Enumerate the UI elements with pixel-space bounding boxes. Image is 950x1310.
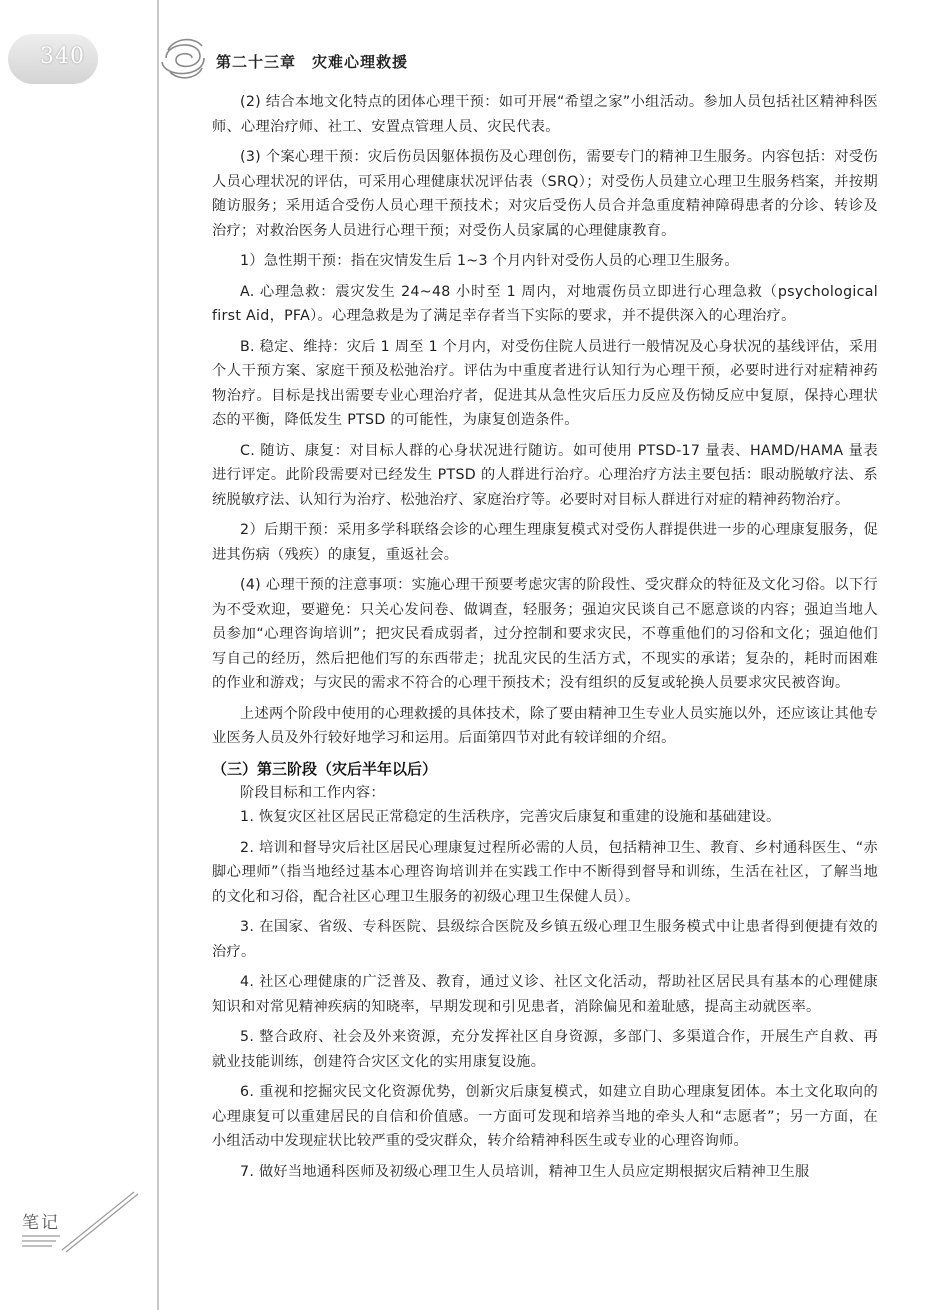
paragraph: B. 稳定、维持：灾后 1 周至 1 个月内，对受伤住院人员进行一般情况及心身状况的基线评估，采用个人干预方案、家庭干预及松弛治疗。评估为中重度者进行认知行为心理干预，必要时进行对症精神药物治疗。目标是找出需要专业心理治疗者，促进其从急性灾后压力反应及伤恸反应中复原，保持心理状态的平衡，降低发生 PTSD 的可能性，为康复创造条件。	[212, 338, 878, 428]
paragraph: (3) 个案心理干预：灾后伤员因躯体损伤及心理创伤，需要专门的精神卫生服务。内容包括：对受伤人员心理状况的评估，可采用心理健康状况评估表（SRQ）；对受伤人员建立心理卫生服务档案，并按期随访服务；采用适合受伤人员心理干预技术；对灾后受伤人员合并急重度精神障碍患者的分诊、转诊及治疗；对救治医务人员进行心理干预；对受伤人员家属的心理健康教育。	[212, 149, 878, 239]
paragraph: 阶段目标和工作内容：	[240, 784, 385, 801]
paragraph: 1）急性期干预：指在灾情发生后 1~3 个月内针对受伤人员的心理卫生服务。	[240, 253, 739, 269]
section-heading: （三）第三阶段（灾后半年以后）	[212, 759, 438, 778]
paragraph: 2）后期干预：采用多学科联络会诊的心理生理康复模式对受伤人群提供进一步的心理康复服务，促进其伤病（残疾）的康复，重返社会。	[212, 522, 878, 563]
chapter-swirl-icon	[160, 28, 206, 88]
chapter-title: 第二十三章 灾难心理救援	[216, 53, 409, 71]
paragraph: (4) 心理干预的注意事项：实施心理干预要考虑灾害的阶段性、受灾群众的特征及文化习俗。以下行为不受欢迎，要避免：只关心发问卷、做调查，轻服务；强迫灾民谈自己不愿意谈的内容；强迫当地人员参加“心理咨询培训”；把灾民看成弱者，过分控制和要求灾民，不尊重他们的习俗和文化；强迫他们写自己的经历，然后把他们写的东西带走；扰乱灾民的生活方式，不现实的承诺；复杂的，耗时而困难的作业和游戏；与灾民的需求不符合的心理干预技术；没有组织的反复或轮换人员要求灾民被咨询。	[212, 577, 878, 691]
paragraph: 上述两个阶段中使用的心理救援的具体技术，除了要由精神卫生专业人员实施以外，还应该让其他专业医务人员及外行较好地学习和运用。后面第四节对此有较详细的介绍。	[212, 705, 878, 746]
list-item: 4. 社区心理健康的广泛普及、教育，通过义诊、社区文化活动，帮助社区居民具有基本的心理健康知识和对常见精神疾病的知晓率，早期发现和引见患者，消除偏见和羞耻感，提高主动就医率。	[212, 974, 878, 1015]
paragraph: (2) 结合本地文化特点的团体心理干预：如可开展“希望之家”小组活动。参加人员包括社区精神科医师、心理治疗师、社工、安置点管理人员、灾民代表。	[212, 94, 878, 135]
margin-rule	[157, 0, 159, 1310]
page-body	[212, 90, 878, 1184]
paragraph: C. 随访、康复：对目标人群的心身状况进行随访。如可使用 PTSD-17 量表、HAMD/HAMA 量表进行评定。此阶段需要对已经发生 PTSD 的人群进行治疗。心理治疗方法主要包括：眼动脱敏疗法、系统脱敏疗法、认知行为治疗、松弛治疗、家庭治疗等。必要时对目标人群进行对症的精神药物治疗。	[212, 442, 878, 508]
page-number: 340	[40, 44, 85, 69]
list-item: 2. 培训和督导灾后社区居民心理康复过程所必需的人员，包括精神卫生、教育、乡村通科医生、“赤脚心理师”（指当地经过基本心理咨询培训并在实践工作中不断得到督导和训练，生活在社区，了解当地的文化和习俗，配合社区心理卫生服务的初级心理卫生保健人员）。	[212, 839, 878, 905]
notes-label: 笔记	[22, 1213, 60, 1233]
paragraph: A. 心理急救：震灾发生 24~48 小时至 1 周内，对地震伤员立即进行心理急救（psychological first Aid，PFA）。心理急救是为了满足幸存者当下实际的要求，并不提供深入的心理治疗。	[212, 283, 878, 324]
list-item: 7. 做好当地通科医师及初级心理卫生人员培训，精神卫生人员应定期根据灾后精神卫生服	[240, 1163, 810, 1180]
list-item: 5. 整合政府、社会及外来资源，充分发挥社区自身资源，多部门、多渠道合作，开展生产自救、再就业技能训练，创建符合灾区文化的实用康复设施。	[212, 1029, 878, 1070]
list-item: 1. 恢复灾区社区居民正常稳定的生活秩序，完善灾后康复和重建的设施和基础建设。	[240, 809, 781, 825]
list-item: 6. 重视和挖掘灾民文化资源优势，创新灾后康复模式，如建立自助心理康复团体。本土文化取向的心理康复可以重建居民的自信和价值感。一方面可发现和培养当地的牵头人和“志愿者”；另一方面，在小组活动中发现症状比较严重的受灾群众，转介给精神科医生或专业的心理咨询师。	[212, 1084, 878, 1149]
list-item: 3. 在国家、省级、专科医院、县级综合医院及乡镇五级心理卫生服务模式中让患者得到便捷有效的治疗。	[212, 919, 878, 960]
